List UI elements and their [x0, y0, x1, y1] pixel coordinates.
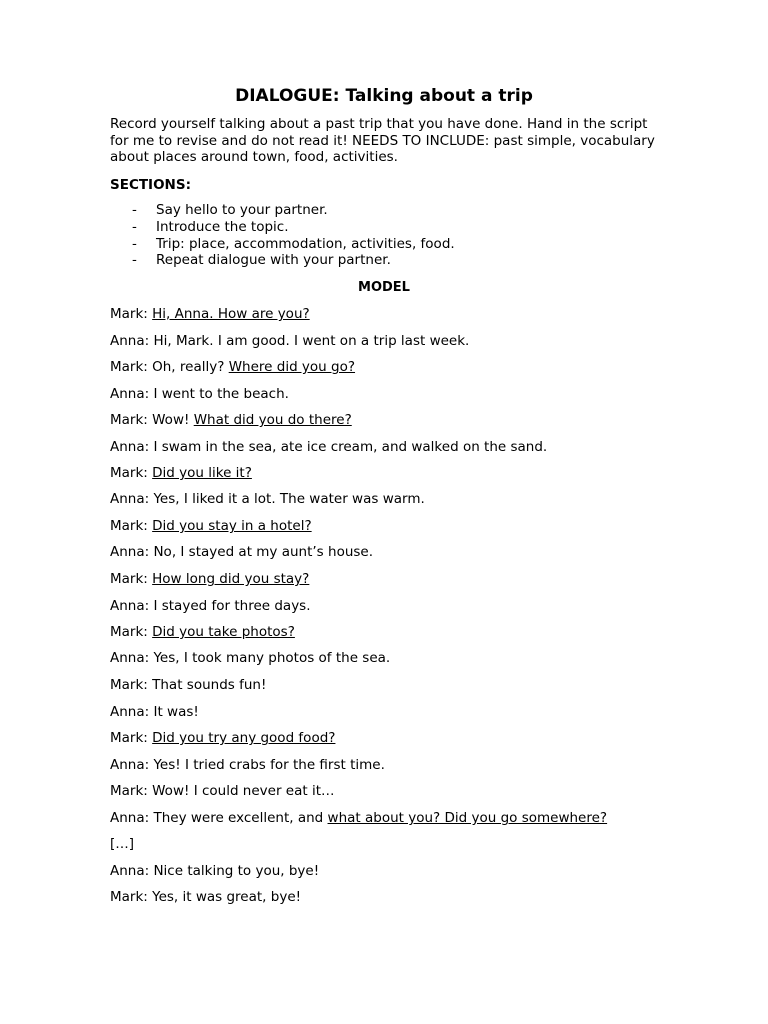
- dialogue-text: Mark:: [110, 518, 153, 534]
- dialogue-text: […]: [110, 836, 135, 852]
- list-item-text: Trip: place, accommodation, activities, food.: [156, 235, 455, 252]
- dialogue-line: [110, 543, 373, 561]
- dialogue-question: what about you? Did you go somewhere?: [327, 810, 608, 826]
- dialogue-text: Anna: Hi, Mark. I am good. I went on a trip last week.: [110, 333, 470, 349]
- list-item: [110, 236, 455, 253]
- dialogue-question: What did you do there?: [193, 412, 352, 428]
- dialogue-line: [110, 649, 390, 667]
- list-item: [110, 252, 455, 269]
- dialogue-line: [110, 411, 352, 429]
- dialogue-text: Mark: Yes, it was great, bye!: [110, 889, 302, 905]
- dialogue-text: Mark: Wow!: [110, 412, 194, 428]
- list-item-text: Say hello to your partner.: [156, 202, 328, 218]
- list-item: [110, 202, 455, 219]
- dialogue-question: Did you like it?: [152, 465, 252, 481]
- dialogue-line: [110, 490, 425, 508]
- dialogue-line: [110, 756, 385, 774]
- dash-bullet: -: [132, 218, 137, 235]
- dialogue-line: [110, 570, 309, 588]
- dialogue-text: Mark: That sounds fun!: [110, 677, 267, 693]
- list-item: [110, 219, 455, 236]
- dialogue-line: [110, 464, 252, 482]
- dialogue-text: Mark:: [110, 465, 153, 481]
- dialogue-text: Anna: They were excellent, and: [110, 810, 328, 826]
- dialogue-text: Mark: Oh, really?: [110, 359, 229, 375]
- dialogue-text: Mark: Wow! I could never eat it…: [110, 783, 335, 799]
- dialogue-text: Anna: I stayed for three days.: [110, 598, 311, 614]
- dialogue-line: [110, 862, 319, 880]
- dialogue-question: Did you try any good food?: [152, 730, 336, 746]
- dialogue-text: Anna: Yes, I took many photos of the sea.: [110, 650, 391, 666]
- dash-bullet: -: [132, 235, 137, 252]
- dialogue-text: Anna: I went to the beach.: [110, 386, 289, 402]
- dialogue-text: Mark:: [110, 306, 153, 322]
- list-item-text: Repeat dialogue with your partner.: [156, 252, 391, 269]
- dialogue-line: [110, 517, 312, 535]
- page-title: DIALOGUE: Talking about a trip: [235, 86, 533, 106]
- dialogue-line: [110, 597, 311, 615]
- dialogue-question: Did you stay in a hotel?: [152, 518, 312, 534]
- dialogue-text: Anna: I swam in the sea, ate ice cream, and walked on the sand.: [110, 439, 548, 455]
- dialogue-question: Where did you go?: [228, 359, 356, 375]
- dialogue-line: [110, 676, 266, 694]
- dash-bullet: -: [132, 202, 137, 218]
- dash-bullet: -: [132, 252, 137, 269]
- dialogue-line: [110, 438, 547, 456]
- dialogue-line: [110, 703, 199, 721]
- model-heading: MODEL: [358, 280, 410, 295]
- dialogue-ellipsis: [110, 835, 134, 853]
- dialogue-text: Anna: Yes! I tried crabs for the first time.: [110, 757, 385, 773]
- dialogue-line: [110, 623, 295, 641]
- dialogue-text: Mark:: [110, 571, 153, 587]
- dialogue-text: Anna: Yes, I liked it a lot. The water was warm.: [110, 491, 425, 507]
- dialogue-question: How long did you stay?: [152, 571, 310, 587]
- dialogue-question: Hi, Anna. How are you?: [152, 306, 310, 322]
- dialogue-line: [110, 385, 289, 403]
- dialogue-text: Anna: Nice talking to you, bye!: [110, 863, 320, 879]
- dialogue-text: Anna: It was!: [110, 704, 199, 720]
- dialogue-question: Did you take photos?: [152, 624, 295, 640]
- sections-heading: SECTIONS:: [110, 177, 191, 193]
- dialogue-line: [110, 888, 301, 906]
- dialogue-line: [110, 358, 355, 376]
- list-item-text: Introduce the topic.: [156, 218, 289, 235]
- dialogue-line: [110, 809, 607, 827]
- dialogue-text: Mark:: [110, 730, 153, 746]
- dialogue-text: Anna: No, I stayed at my aunt’s house.: [110, 544, 374, 560]
- dialogue-line: [110, 782, 335, 800]
- dialogue-line: [110, 305, 310, 323]
- instructions-paragraph: Record yourself talking about a past trip that you have done. Hand in the script for me to revise and do not read it! NEEDS TO INCLUDE: past simple, vocabulary about places around town, food, activities.: [110, 116, 655, 165]
- dialogue-line: [110, 729, 335, 747]
- dialogue-line: [110, 332, 469, 350]
- dialogue-text: Mark:: [110, 624, 153, 640]
- sections-list: [110, 202, 455, 269]
